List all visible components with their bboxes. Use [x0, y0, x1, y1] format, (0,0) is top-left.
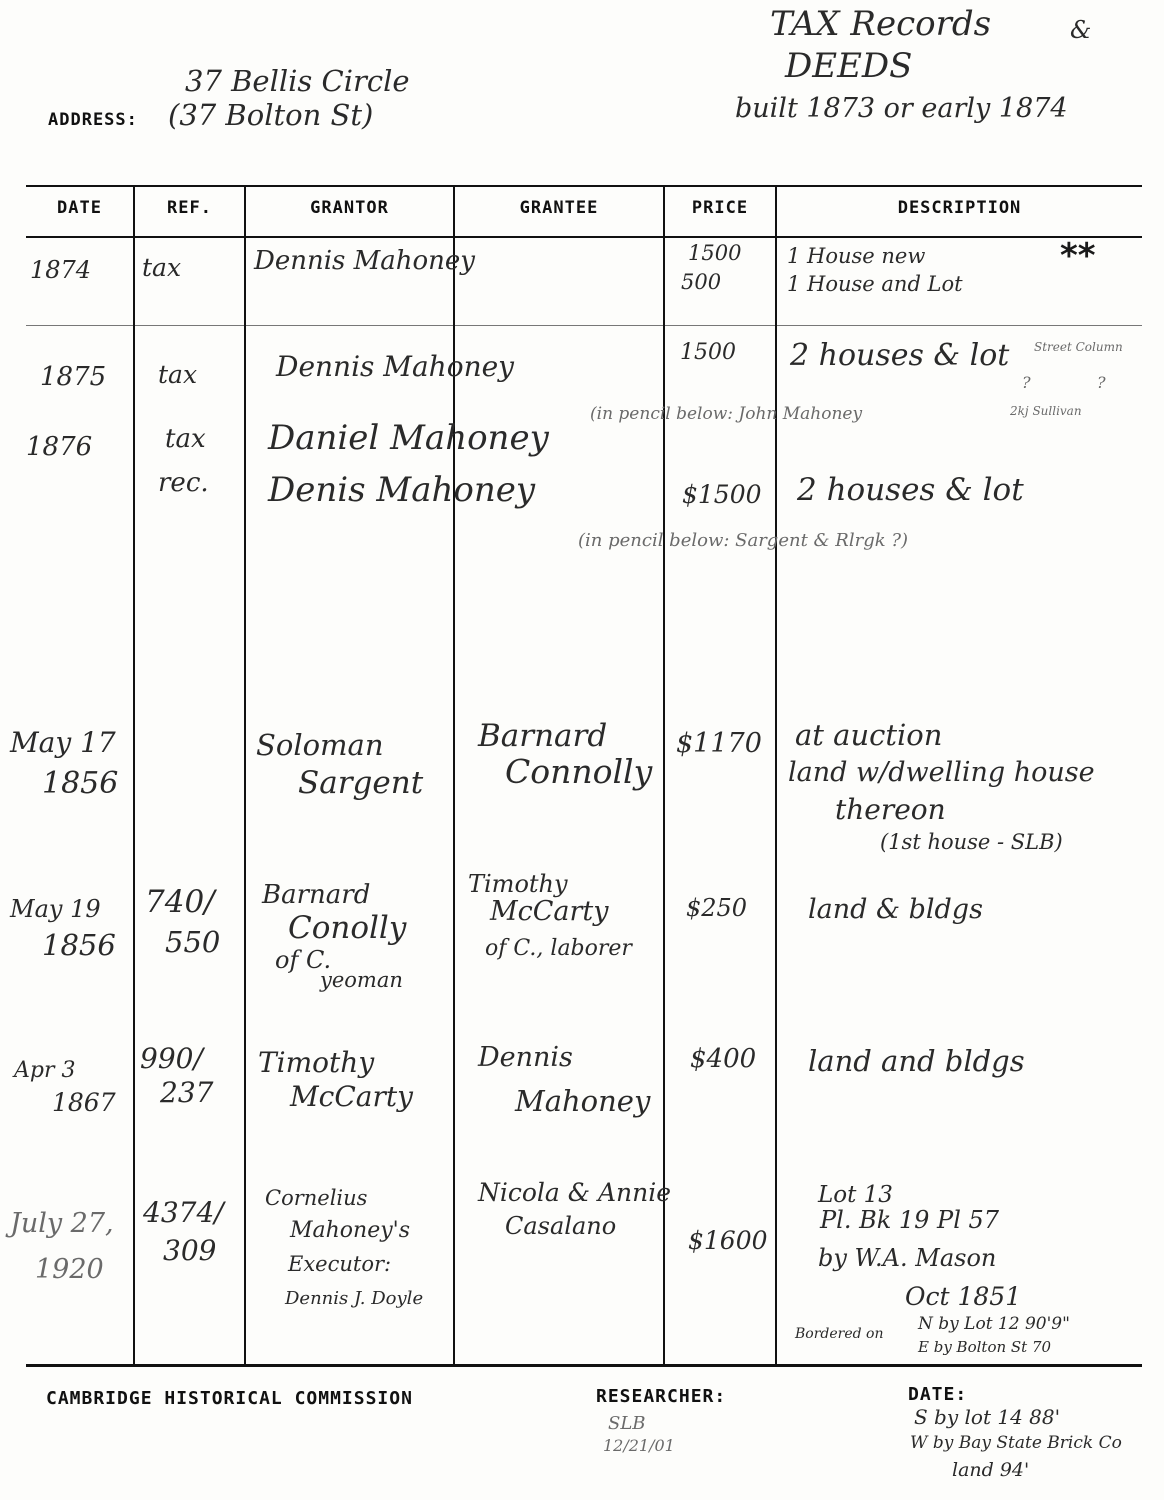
row-1874-grantor: Dennis Mahoney	[254, 246, 475, 276]
header-ref: REF.	[167, 198, 212, 218]
row-jul27-desc-4: Oct 1851	[905, 1282, 1022, 1311]
header-price: PRICE	[691, 198, 749, 218]
row-may19-ref-1: 740/	[145, 884, 215, 920]
row-jul27-desc-5: Bordered on	[795, 1326, 884, 1342]
row-1874-date: 1874	[30, 256, 92, 284]
title-deeds: DEEDS	[785, 46, 913, 86]
title-built: built 1873 or early 1874	[735, 93, 1068, 124]
row-jul27-desc-6: N by Lot 12 90'9"	[918, 1314, 1070, 1334]
row-jul27-desc-7: E by Bolton St 70	[918, 1338, 1052, 1356]
footer-researcher-label: RESEARCHER:	[596, 1386, 727, 1407]
row-may17-price: $1170	[676, 728, 762, 759]
row-may19-date-1: May 19	[10, 895, 101, 923]
row-may17-grantor-1: Soloman	[256, 728, 384, 762]
row-may17-date-2: 1856	[42, 766, 119, 801]
row-may17-grantor-2: Sargent	[298, 765, 424, 801]
row-may19-desc: land & bldgs	[808, 894, 983, 925]
row-apr3-ref-2: 237	[160, 1076, 214, 1109]
row-may17-desc-2: land w/dwelling house	[788, 757, 1095, 788]
row-1874-ref: tax	[142, 253, 182, 282]
row-may19-grantor-3: of C.	[275, 946, 332, 974]
row-jul27-grantor-4: Dennis J. Doyle	[285, 1288, 424, 1309]
row-may19-ref-2: 550	[165, 925, 221, 959]
row-jul27-ref-1: 4374/	[143, 1196, 224, 1229]
row-1876-pencil-note-1: (in pencil below: John Mahoney	[590, 404, 863, 424]
footer-border-2: W by Bay State Brick Co	[910, 1433, 1122, 1453]
row-jul27-date-2: 1920	[35, 1254, 104, 1285]
row-1875-ref: tax	[158, 360, 198, 389]
row-jul27-grantor-1: Cornelius	[265, 1186, 368, 1210]
row-may19-grantee-2: McCarty	[490, 896, 609, 927]
row-1876-grantor-1: Daniel Mahoney	[268, 418, 549, 458]
row-jul27-ref-2: 309	[163, 1234, 217, 1267]
row-may17-desc-1: at auction	[795, 718, 943, 752]
row-may19-date-2: 1856	[42, 928, 116, 962]
row-1874-stars: **	[1060, 236, 1096, 276]
table-bottom-border	[26, 1364, 1142, 1367]
row-may19-grantee-3: of C., laborer	[485, 936, 632, 961]
row-may17-desc-4: (1st house - SLB)	[880, 830, 1063, 854]
row-apr3-grantee-2: Mahoney	[515, 1084, 651, 1118]
row-1876-grantor-2: Denis Mahoney	[268, 470, 536, 510]
row-jul27-grantee-2: Casalano	[505, 1212, 617, 1240]
address-line2: (37 Bolton St)	[168, 98, 374, 132]
row-jul27-grantee-1: Nicola & Annie	[478, 1178, 672, 1207]
header-bottom-border	[26, 236, 1142, 238]
row-apr3-date-1: Apr 3	[14, 1058, 76, 1083]
row-jul27-date-1: July 27,	[10, 1208, 114, 1239]
footer-researcher: SLB	[608, 1413, 646, 1434]
row-may17-grantee-1: Barnard	[478, 718, 608, 754]
title-tax-records: TAX Records	[770, 4, 992, 44]
row-jul27-grantor-2: Mahoney's	[290, 1218, 411, 1243]
row-may19-grantee-1: Timothy	[468, 870, 568, 898]
row-1876-ref-2: rec.	[158, 468, 209, 498]
row-1874-desc-1: 1 House new	[787, 244, 926, 268]
row-1876-side-note: 2kj Sullivan	[1010, 404, 1082, 418]
row-may19-price: $250	[686, 894, 748, 922]
row-apr3-grantor-1: Timothy	[258, 1046, 375, 1079]
row-may19-grantor-1: Barnard	[262, 880, 371, 910]
row-may19-grantor-4: yeoman	[320, 968, 403, 992]
row-1876-price: $1500	[682, 480, 762, 509]
row-apr3-ref-1: 990/	[140, 1042, 203, 1075]
row-may17-desc-3: thereon	[835, 793, 946, 826]
column-divider-ref	[244, 185, 246, 1365]
row-1875-date: 1875	[40, 362, 107, 392]
header-grantee: GRANTEE	[519, 198, 599, 218]
row-divider	[26, 325, 1142, 326]
row-1875-note-street-column: Street Column	[1034, 340, 1123, 354]
row-may17-grantee-2: Connolly	[505, 752, 653, 791]
row-1874-desc-2: 1 House and Lot	[787, 272, 963, 296]
header-date: DATE	[57, 198, 102, 218]
row-apr3-desc: land and bldgs	[808, 1044, 1025, 1078]
row-1875-note-question-1: ?	[1022, 373, 1031, 392]
footer-commission: CAMBRIDGE HISTORICAL COMMISSION	[46, 1388, 413, 1409]
footer-border-3: land 94'	[952, 1459, 1030, 1481]
row-1875-desc: 2 houses & lot	[790, 338, 1010, 373]
row-apr3-price: $400	[690, 1044, 757, 1074]
title-ampersand: &	[1070, 16, 1092, 44]
row-1875-grantor: Dennis Mahoney	[276, 350, 514, 383]
row-1876-date: 1876	[26, 432, 93, 462]
row-1876-desc: 2 houses & lot	[797, 472, 1024, 508]
row-1875-note-question-2: ?	[1097, 373, 1106, 392]
header-grantor: GRANTOR	[310, 198, 389, 218]
row-jul27-desc-3: by W.A. Mason	[818, 1244, 997, 1272]
address-line1: 37 Bellis Circle	[185, 64, 410, 98]
row-1875-price: 1500	[680, 340, 736, 365]
address-label: ADDRESS:	[48, 110, 138, 130]
column-divider-price	[775, 185, 777, 1365]
footer-border-1: S by lot 14 88'	[914, 1405, 1061, 1429]
row-apr3-grantee-1: Dennis	[478, 1042, 573, 1073]
row-apr3-date-2: 1867	[52, 1088, 116, 1117]
table-top-border	[26, 185, 1142, 187]
row-1876-ref-1: tax	[165, 424, 206, 454]
column-divider-date	[133, 185, 135, 1365]
row-jul27-grantor-3: Executor:	[288, 1252, 392, 1276]
row-jul27-price: $1600	[688, 1226, 768, 1255]
row-may19-grantor-2: Conolly	[288, 910, 407, 946]
row-apr3-grantor-2: McCarty	[290, 1080, 413, 1113]
row-jul27-desc-1: Lot 13	[818, 1182, 893, 1208]
row-may17-date-1: May 17	[10, 726, 116, 759]
row-jul27-desc-2: Pl. Bk 19 Pl 57	[820, 1206, 1000, 1234]
row-1874-price-2: 500	[681, 270, 722, 294]
header-description: DESCRIPTION	[897, 198, 1022, 218]
row-1876-pencil-note-2: (in pencil below: Sargent & Rlrgk ?)	[578, 530, 909, 551]
footer-researcher-date: 12/21/01	[603, 1436, 675, 1455]
footer-date-label: DATE:	[908, 1384, 968, 1405]
row-1874-price-1: 1500	[688, 241, 742, 265]
